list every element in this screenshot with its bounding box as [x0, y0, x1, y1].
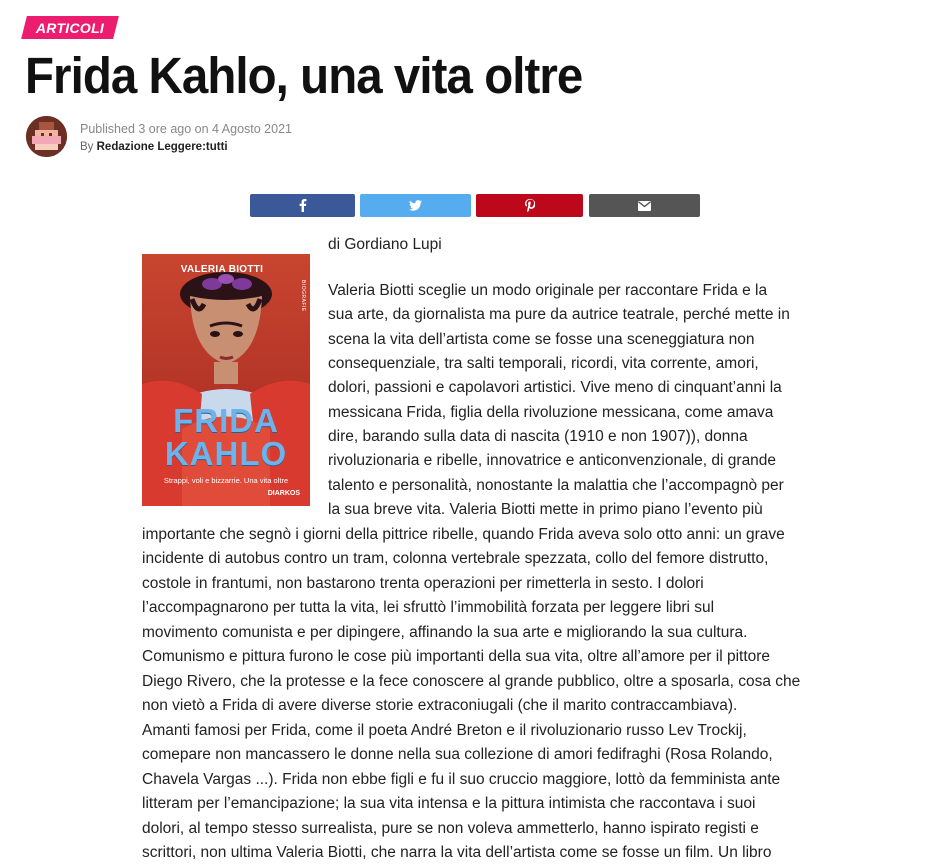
twitter-icon: [409, 200, 422, 211]
body-line: Valeria Biotti sceglie un modo originale per raccontare Frida e la: [328, 282, 768, 299]
body-line: la sua breve vita. Valeria Biotti mette in primo piano l’evento più: [328, 501, 763, 518]
book-cover-series: BIOGRAFIE: [300, 280, 306, 312]
book-cover-title-line2: KAHLO: [164, 435, 288, 472]
share-pinterest-button[interactable]: [476, 194, 583, 217]
body-line: comepare non mancassero le donne nella sua collezione di amori fedifraghi (Rosa Rolando,: [142, 746, 773, 763]
book-cover-title: [142, 404, 310, 470]
avatar[interactable]: [26, 116, 67, 157]
body-line: messicana Frida, figlia della rivoluzione messicana, come amava: [328, 404, 774, 421]
published-date: Published 3 ore ago on 4 Agosto 2021: [80, 122, 292, 136]
share-twitter-button[interactable]: [360, 194, 471, 217]
category-label: ARTICOLI: [36, 19, 105, 36]
body-line: Amanti famosi per Frida, come il poeta André Breton e il rivoluzionario russo Lev Trockij,: [142, 722, 747, 739]
mail-icon: [638, 201, 651, 211]
body-line: l’accompagnarono per tutta la vita, lei sfruttò l’immobilità forzata per leggere libri sul: [142, 599, 715, 616]
book-cover-publisher: DIARKOS: [267, 490, 300, 497]
body-line: dolori, passioni e capolavori artistici. Vive meno di cinquant’anni la: [328, 379, 782, 396]
body-line: sua arte, da giornalista ma pure da autrice teatrale, perché mette in: [328, 306, 790, 323]
body-line: dire, barando sulla data di nascita (1910 e non 1907)), donna: [328, 428, 748, 445]
pinterest-icon: [525, 199, 535, 212]
facebook-icon: [299, 199, 307, 212]
book-cover-author: VALERIA BIOTTI: [180, 264, 264, 275]
share-email-button[interactable]: [589, 194, 700, 217]
share-facebook-button[interactable]: [250, 194, 355, 217]
body-line: importante che segnò i giorni della pittrice ribelle, quando Frida aveva solo otto anni: un grave: [142, 526, 785, 543]
avatar-image: [26, 116, 67, 157]
body-line: scrittori, non ultima Valeria Biotti, che narra la vita dell’artista come se fosse un film. Un libro: [142, 844, 772, 861]
article-author: di Gordiano Lupi: [328, 236, 442, 253]
body-line: talento e personalità, nonostante la malattia che l’accompagnò per: [328, 477, 784, 494]
body-line: litteram per l’emancipazione; la sua vita intensa e la pittura intimista che raccontava i suoi: [142, 795, 756, 812]
article-meta: [80, 120, 292, 156]
author-link[interactable]: Redazione Leggere:tutti: [96, 141, 228, 153]
page-title: Frida Kahlo, una vita oltre: [25, 47, 583, 104]
category-tag[interactable]: [21, 16, 119, 39]
book-cover-subtitle: Strappi, voli e bizzarrie. Una vita oltre: [163, 476, 289, 485]
body-line: rivoluzionaria e ribelle, innovatrice e anticonvenzionale, di grande: [328, 452, 777, 469]
body-line: costole in frantumi, non bastarono trenta operazioni per rimetterla in sesto. I dolori: [142, 575, 704, 592]
book-cover-title-line1: FRIDA: [173, 402, 279, 439]
body-line: dolori, al tempo stesso surrealista, pure se non voleva ammetterlo, hanno ispirato registi e: [142, 820, 759, 837]
body-line: Diego Rivero, che la protesse e la fece conoscere al grande pubblico, oltre a sposarla, cosa che: [142, 673, 801, 690]
body-line: Comunismo e pittura furono le cose più importanti della sua vita, oltre all’amore per il pittore: [142, 648, 771, 665]
body-line: scena la vita dell’artista come se fosse una sceneggiatura non: [328, 331, 755, 348]
byline-author-meta: [80, 138, 292, 156]
body-line: non vietò a Frida di avere diverse storie extraconiugali (che il marito contraccambiava).: [142, 697, 738, 714]
body-line: movimento comunista e per dipingere, affinando la sua arte e migliorando la sua cultura.: [142, 624, 748, 641]
body-line: incidente di autobus contro un tram, colonna vertebrale spezzata, collo del femore distrutto,: [142, 550, 769, 567]
body-line: consequenziale, tra salti temporali, ricordi, vita corrente, amori,: [328, 355, 759, 372]
book-cover-image: [142, 254, 310, 506]
body-line: Chavela Vargas ...). Frida non ebbe figli e fu il suo cruccio maggiore, lottò da femminista ante: [142, 771, 781, 788]
by-prefix: By: [80, 141, 94, 153]
